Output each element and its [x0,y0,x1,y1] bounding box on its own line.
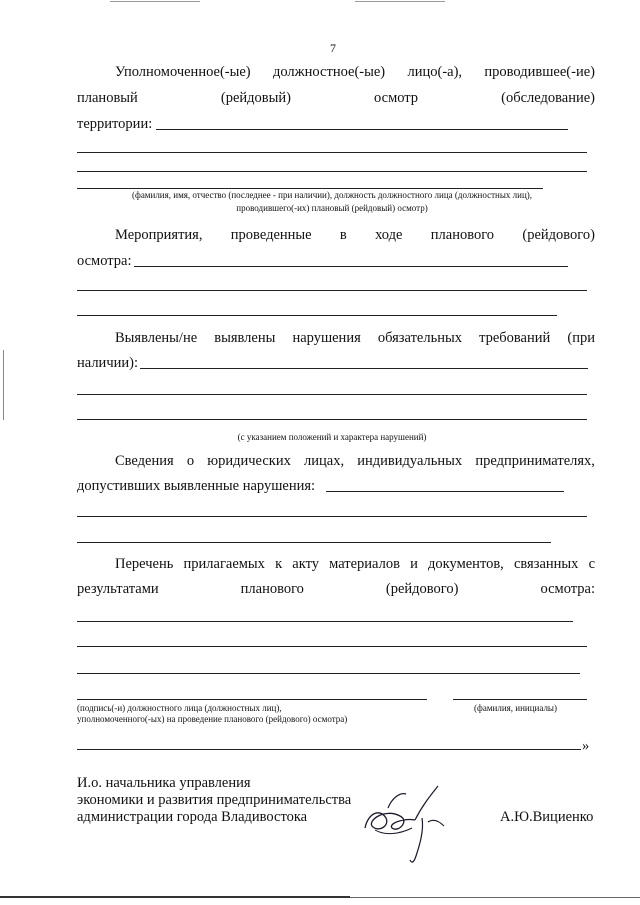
bottom-rule-heavy [0,896,350,898]
closing-quote: » [582,738,590,754]
word: проведенные [230,227,312,243]
fill-line [77,290,587,291]
word: Мероприятия, [115,227,203,243]
word: Уполномоченное(-ые) [115,64,251,80]
fill-line [77,171,587,172]
violations-caption: (с указанием положений и характера нарушений) [237,432,427,442]
word: материалов [329,556,400,572]
word: к [275,556,283,572]
fill-line [77,621,573,622]
word: (рейдовый) [220,90,291,106]
fill-line [77,315,557,316]
word: проводившее(-ие) [484,64,595,80]
fill-line [77,646,587,647]
signatory-title-2: экономики и развития предпринимательства [77,792,352,808]
legal-entities-label: допустивших выявленные нарушения: [77,478,316,494]
signature-caption-1: (подпись(-и) должностного лица (должностных лиц), [77,703,282,713]
word: лицах, [304,453,345,469]
word: планового [430,227,495,243]
date-line [77,749,581,750]
fill-line [77,419,587,420]
word: осмотра: [540,581,595,597]
measures-label: осмотра: [77,253,132,269]
word: обязательных [377,330,462,346]
legal-entities-fill-line [326,491,564,492]
page-number: 7 [330,41,336,55]
scan-edge-mark [3,350,4,420]
word: требований [479,330,551,346]
violations-label: наличии): [77,355,138,371]
signatory-title-3: администрации города Владивостока [77,809,308,825]
territory-fill-line [156,129,568,130]
officials-line-2 [77,90,595,106]
word: (рейдового) [522,227,595,243]
word: (рейдового) [385,581,459,597]
signature-caption-2: уполномоченного(-ых) на проведение планового (рейдового) осмотра) [77,714,348,724]
fill-line [77,188,543,189]
violations-line-1 [115,330,595,346]
top-rule-right [355,1,445,2]
word: с [588,556,595,572]
word: юридических [207,453,291,469]
word: выявлены [214,330,276,346]
word: ходе [375,227,403,243]
word: Сведения [115,453,174,469]
word: прилагаемых [183,556,265,572]
word: осмотр [374,90,419,106]
officials-caption-2: проводившего(-их) плановый (рейдовый) осмотр) [236,203,428,213]
fill-line [77,152,587,153]
word: планового [240,581,304,597]
fill-line [77,673,580,674]
word: в [339,227,347,243]
legal-entities-line-1 [115,453,595,469]
signatory-name: А.Ю.Вициенко [500,809,594,825]
signatory-title-1: И.о. начальника управления [77,775,251,791]
officials-line-1 [115,64,595,80]
measures-line-1 [115,227,595,243]
bottom-rule [350,897,640,898]
word: о [186,453,195,469]
word: предпринимателях, [475,453,595,469]
top-rule-left [110,1,200,2]
fill-line [77,542,551,543]
word: связанных [513,556,579,572]
initials-line [453,699,587,700]
fill-line [77,394,587,395]
word: результатами [77,581,159,597]
word: плановый [77,90,138,106]
word: индивидуальных [357,453,463,469]
word: (обследование) [501,90,595,106]
measures-fill-line [134,266,568,267]
word: Выявлены/не [115,330,198,346]
word: нарушения [292,330,361,346]
handwritten-signature [360,778,460,868]
word: лицо(-а), [407,64,463,80]
word: Перечень [115,556,174,572]
territory-label: территории: [77,116,153,132]
word: документов, [428,556,504,572]
officials-caption-1: (фамилия, имя, отчество (последнее - при наличии), должность должностного лица (должностных лиц), [131,190,533,200]
word: (при [567,330,595,346]
word: и [410,556,418,572]
violations-fill-line [140,368,588,369]
materials-line-1 [115,556,595,572]
word: должностное(-ые) [272,64,386,80]
fill-line [77,516,587,517]
materials-line-2 [77,581,595,597]
initials-caption: (фамилия, инициалы) [474,703,557,713]
signature-line [77,699,427,700]
word: акту [292,556,319,572]
